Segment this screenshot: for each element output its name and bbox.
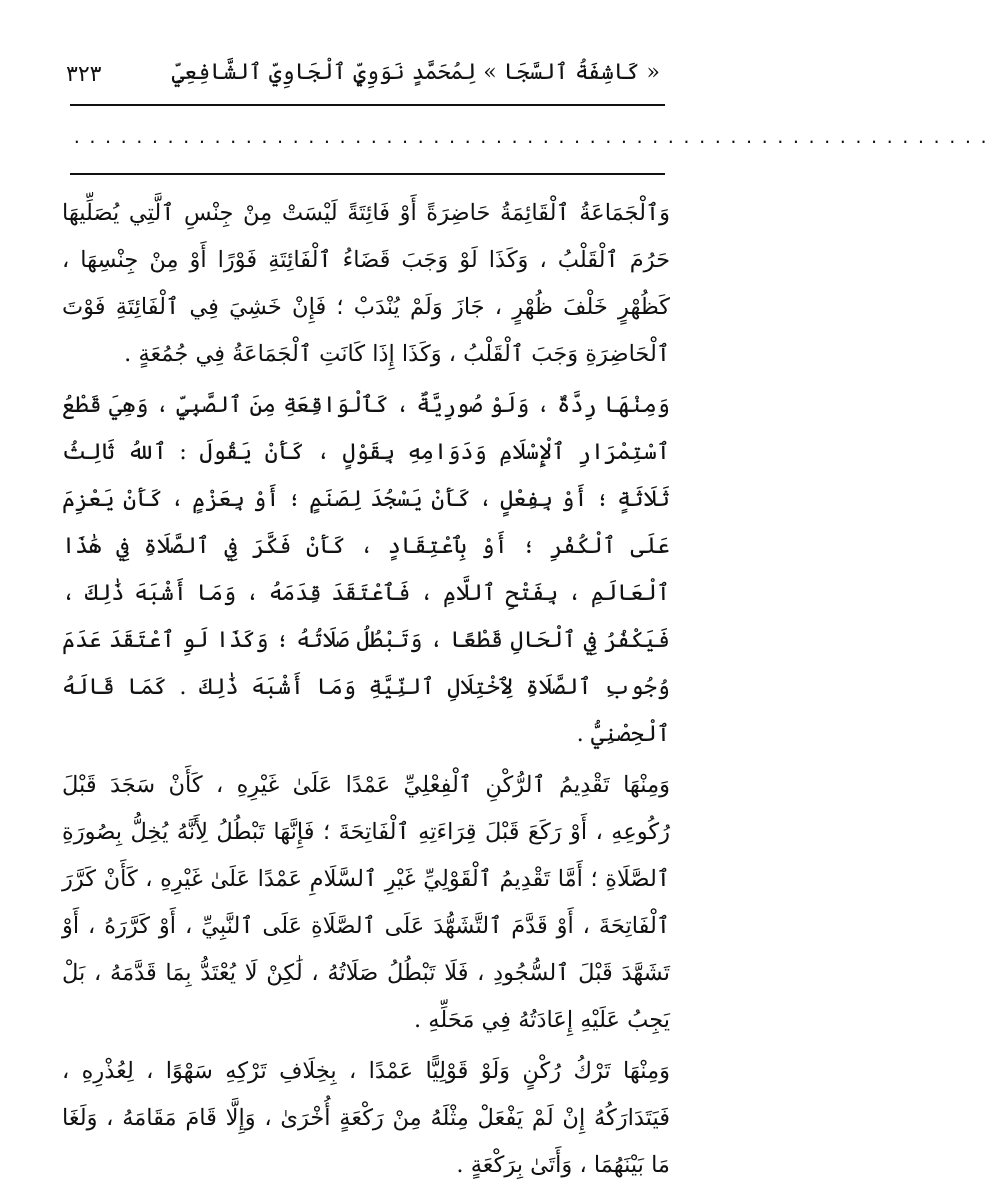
- section-rule: [70, 173, 665, 175]
- paragraph-3: وَمِنْهَا تَقْدِيمُ ٱلرُّكْنِ ٱلْفِعْلِيِّ عَمْدًا عَلَىٰ غَيْرِهِ ، كَأَنْ سَجَدَ قَبْلَ رُكُوعِهِ ، أَوْ رَكَعَ قَبْلَ قِرَاءَتِهِ ٱلْفَاتِحَةَ ؛ فَإِنَّهَا تَبْطُلُ لِأَنَّهُ يُخِلُّ بِصُورَةِ ٱلصَّلَاةِ ؛ أَمَّا تَقْدِيمُ ٱلْقَوْلِيِّ غَيْرِ ٱلسَّلَامِ عَمْدًا عَلَىٰ غَيْرِهِ ، كَأَنْ كَرَّرَ ٱلْفَاتِحَةَ ، أَوْ قَدَّمَ ٱلتَّشَهُّدَ عَلَى ٱلصَّلَاةِ عَلَى ٱلنَّبِيِّ ، أَوْ كَرَّرَهُ ، أَوْ تَشَهَّدَ قَبْلَ ٱلسُّجُودِ ، فَلَا تَبْطُلُ صَلَاتُهُ ، لَٰكِنْ لَا يُعْتَدُّ بِمَا قَدَّمَهُ ، بَلْ يَجِبُ عَلَيْهِ إِعَادَتُهُ فِي مَحَلِّهِ .: [62, 772, 670, 1033]
- page-number: ٣٢٣: [66, 62, 102, 87]
- paragraph-2: وَمِنْهَا رِدَّةٌ ، وَلَوْ صُورِيَّةٌ ، كَٱلْوَاقِعَةِ مِنَ ٱلصَّبِيِّ ، وَهِيَ قَطْعُ ٱسْتِمْرَارِ ٱلْإِسْلَامِ وَدَوَامِهِ بِقَوْلٍ ، كَأَنْ يَقُولَ : ٱللهُ ثَالِثُ ثَلَاثَةٍ ؛ أَوْ بِفِعْلٍ ، كَأَنْ يَسْجُدَ لِصَنَمٍ ؛ أَوْ بِعَزْمٍ ، كَأَنْ يَعْزِمَ عَلَى ٱلْكُفْرِ ؛ أَوْ بِٱعْتِقَادٍ ، كَأَنْ فَكَّرَ فِي ٱلصَّلَاةِ فِي هَٰذَا ٱلْعَالَمِ ، بِفَتْحِ ٱللَّامِ ، فَٱعْتَقَدَ قِدَمَهُ ، وَمَا أَشْبَهَ ذَٰلِكَ ، فَيَكْفُرُ فِي ٱلْحَالِ قَطْعًا ، وَتَبْطُلُ صَلَاتُهُ ؛ وَكَذَا لَوِ ٱعْتَقَدَ عَدَمَ وُجُوبِ ٱلصَّلَاةِ لِٱخْتِلَالِ ٱلنِّيَّةِ وَمَا أَشْبَهَ ذَٰلِكَ . كَمَا قَالَهُ ٱلْحِصْنِيُّ .: [62, 392, 670, 747]
- main-text: [62, 190, 670, 1193]
- running-title: « كَاشِفَةُ ٱلسَّجَا » لِمُحَمَّدٍ نَوَوِيٍّ ٱلْجَاوِيِّ ٱلشَّافِعِيِّ: [171, 60, 660, 85]
- paragraph-1: وَٱلْجَمَاعَةُ ٱلْقَائِمَةُ حَاضِرَةً أَوْ فَائِتَةً لَيْسَتْ مِنْ جِنْسِ ٱلَّتِي يُصَلِّيهَا حَرُمَ ٱلْقَلْبُ ، وَكَذَا لَوْ وَجَبَ قَضَاءُ ٱلْفَائِتَةِ فَوْرًا أَوْ مِنْ جِنْسِهَا ، كَظُهْرٍ خَلْفَ ظُهْرٍ ، جَازَ وَلَمْ يُنْدَبْ ؛ فَإِنْ خَشِيَ فِي ٱلْفَائِتَةِ فَوْتَ ٱلْحَاضِرَةِ وَجَبَ ٱلْقَلْبُ ، وَكَذَا إِذَا كَانَتِ ٱلْجَمَاعَةُ فِي جُمُعَةٍ .: [62, 200, 670, 367]
- dotted-separator: ...........................................................: [72, 128, 994, 147]
- page-header: [60, 58, 660, 104]
- header-rule: [70, 104, 665, 106]
- paragraph-4: وَمِنْهَا تَرْكُ رُكْنٍ وَلَوْ قَوْلِيًّا عَمْدًا ، بِخِلَافِ تَرْكِهِ سَهْوًا ، لِعُذْرِهِ ، فَيَتَدَارَكُهُ إِنْ لَمْ يَفْعَلْ مِثْلَهُ مِنْ رَكْعَةٍ أُخْرَىٰ ، وَإِلَّا قَامَ مَقَامَهُ ، وَلَغَا مَا بَيْنَهُمَا ، وَأَتَىٰ بِرَكْعَةٍ .: [62, 1058, 670, 1178]
